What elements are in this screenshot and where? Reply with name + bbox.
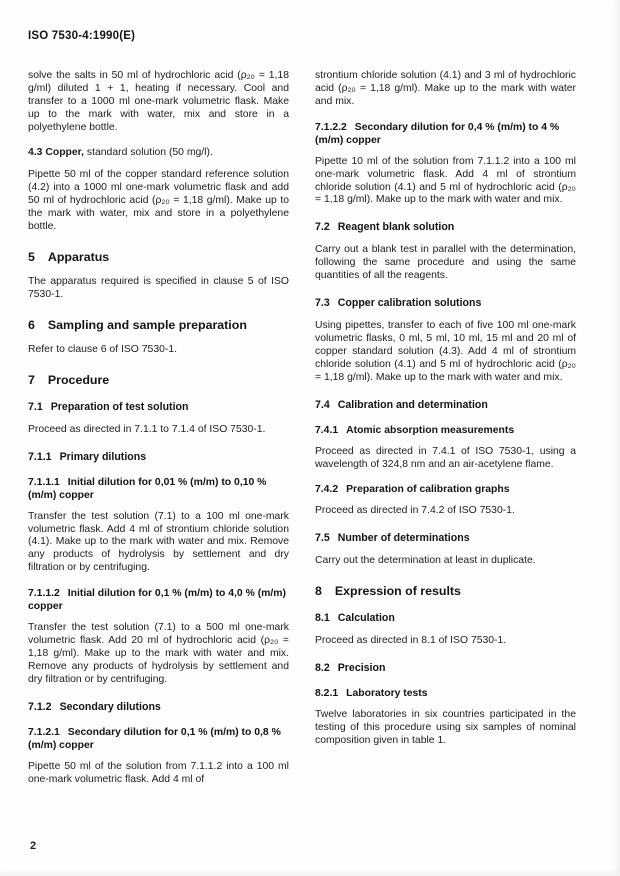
term-word: Copper, <box>45 146 85 158</box>
subsection-heading-7-4-2 <box>315 483 576 496</box>
heading-number: 7.4.1 <box>315 424 339 436</box>
section-heading-6 <box>28 318 289 332</box>
heading-title: Calculation <box>337 612 395 625</box>
heading-title: Calibration and determination <box>337 398 488 411</box>
heading-number: 7.1.1.1 <box>28 476 60 488</box>
heading-title: Secondary dilution for 0,4 % (m/m) to 4 % (m/m) copper <box>315 121 560 146</box>
heading-number: 5 <box>28 249 35 264</box>
subsection-heading-7-1-2-2 <box>315 121 576 147</box>
page-number: 2 <box>30 840 37 852</box>
section-heading-7 <box>28 373 289 387</box>
heading-number: 8 <box>315 584 322 599</box>
subsection-heading-7-5 <box>315 532 576 545</box>
paragraph: Pipette 10 ml of the solution from 7.1.1.2 into a 100 ml one-mark volumetric flask. Add 4 ml of strontium chloride solution (4.1) and 5 ml of hydrochloric acid (ρ₂₀ = 1,18 g/ml). Make up to the mark with water and mix. <box>315 155 576 206</box>
paragraph-continuation: solve the salts in 50 ml of hydrochloric acid (ρ₂₀ = 1,18 g/ml) diluted 1 + 1, heating if necessary. Cool and transfer to a 1000 ml one-mark volumetric flask. Make up to the mark with water, mix and store in a polyethylene bottle. <box>28 70 289 133</box>
paragraph: Carry out the determination at least in duplicate. <box>315 555 536 567</box>
subsection-heading-8-2-1 <box>315 687 576 700</box>
heading-title: Precision <box>337 662 386 675</box>
heading-title: Number of determinations <box>337 532 470 545</box>
heading-number: 8.2.1 <box>315 688 339 700</box>
paragraph: Pipette 50 ml of the solution from 7.1.1.2 into a 100 ml one-mark volumetric flask. Add 4 ml of <box>28 760 289 785</box>
right-column <box>315 70 576 758</box>
heading-number: 7.1.1.2 <box>28 588 60 600</box>
left-column <box>28 70 289 796</box>
heading-title: Initial dilution for 0,1 % (m/m) to 4,0 % (m/m) copper <box>28 588 286 613</box>
subsection-heading-7-1 <box>28 401 289 414</box>
subsection-heading-7-4-1 <box>315 424 576 437</box>
heading-number: 8.1 <box>315 612 330 625</box>
heading-title: Sampling and sample preparation <box>47 317 247 332</box>
section-heading-5 <box>28 250 289 264</box>
subsection-heading-7-1-2-1 <box>28 726 289 752</box>
heading-title: Apparatus <box>47 249 110 264</box>
heading-number: 6 <box>28 317 35 332</box>
paragraph: Proceed as directed in 7.1.1 to 7.1.4 of ISO 7530-1. <box>28 423 266 435</box>
term-rest: standard solution (50 mg/l). <box>84 146 213 158</box>
heading-title: Laboratory tests <box>346 688 428 700</box>
subsection-heading-7-1-1-1 <box>28 476 289 502</box>
subsection-heading-7-1-1-2 <box>28 587 289 613</box>
heading-title: Copper calibration solutions <box>337 297 482 310</box>
heading-number: 7.3 <box>315 297 330 310</box>
heading-title: Secondary dilution for 0,1 % (m/m) to 0,8 % (m/m) copper <box>28 726 281 751</box>
paragraph: Pipette 50 ml of the copper standard reference solution (4.2) into a 1000 ml one-mark volumetric flask and add 50 ml of hydrochloric acid (ρ₂₀ = 1,18 g/ml). Make up to the mark with water, mix and store in a polyethylene bottle. <box>28 169 289 233</box>
heading-title: Primary dilutions <box>59 450 147 463</box>
heading-number: 7.1.2 <box>28 700 52 713</box>
heading-title: Atomic absorption measurements <box>346 424 515 436</box>
paragraph: Proceed as directed in 7.4.2 of ISO 7530-1. <box>315 505 515 517</box>
paragraph: Carry out a blank test in parallel with the determination, following the same procedure and using the same quantities of all the reagents. <box>315 244 576 282</box>
heading-number: 7.1 <box>28 400 43 413</box>
heading-number: 7.1.2.1 <box>28 726 60 738</box>
paragraph: Proceed as directed in 7.4.1 of ISO 7530-1, using a wavelength of 324,8 nm and an air-acetylene flame. <box>315 445 576 470</box>
heading-number: 7.4.2 <box>315 484 339 496</box>
subsection-heading-7-3 <box>315 297 576 310</box>
paragraph: Proceed as directed in 8.1 of ISO 7530-1. <box>315 635 507 647</box>
heading-title: Preparation of test solution <box>50 400 189 413</box>
heading-title: Secondary dilutions <box>59 700 161 713</box>
two-column-body <box>28 70 576 796</box>
subsection-heading-8-2 <box>315 662 576 675</box>
subsection-heading-7-2 <box>315 221 576 234</box>
paragraph: Transfer the test solution (7.1) to a 100 ml one-mark volumetric flask. Add 4 ml of strontium chloride solution (4.1). Make up to the mark with water and mix. Remove any products of hydrolysis by settlement and dry filtration or by centrifuging. <box>28 510 289 574</box>
section-heading-8 <box>315 584 576 598</box>
subsection-heading-7-1-2 <box>28 701 289 714</box>
heading-number: 7.2 <box>315 221 330 234</box>
heading-title: Preparation of calibration graphs <box>346 484 510 496</box>
paragraph: Refer to clause 6 of ISO 7530-1. <box>28 343 178 355</box>
heading-number: 7.4 <box>315 398 330 411</box>
paragraph: Using pipettes, transfer to each of five 100 ml one-mark volumetric flasks, 0 ml, 5 ml, 10 ml, 15 ml and 20 ml of copper standard solution (4.3). Add 4 ml of strontium chloride solution (4.1) and 5 ml of hydrochloric acid (ρ₂₀ = 1,18 g/ml). Make up to the mark with water and mix. <box>315 320 576 383</box>
heading-number: 7.1.2.2 <box>315 121 347 133</box>
subsection-heading-7-4 <box>315 399 576 412</box>
heading-number: 7.5 <box>315 532 330 545</box>
heading-number: 8.2 <box>315 662 330 675</box>
paragraph: Twelve laboratories in six countries participated in the testing of this procedure using six samples of nominal composition given in table 1. <box>315 709 576 746</box>
heading-title: Procedure <box>47 372 110 387</box>
term-number: 4.3 <box>28 146 43 158</box>
subsection-heading-7-1-1 <box>28 451 289 464</box>
heading-title: Initial dilution for 0,01 % (m/m) to 0,10 % (m/m) copper <box>28 476 267 501</box>
subsection-heading-8-1 <box>315 612 576 625</box>
heading-number: 7 <box>28 372 35 387</box>
heading-number: 7.1.1 <box>28 450 52 463</box>
paragraph: The apparatus required is specified in clause 5 of ISO 7530-1. <box>28 275 289 300</box>
document-id-header: ISO 7530-4:1990(E) <box>28 30 136 42</box>
heading-title: Expression of results <box>334 584 461 599</box>
heading-title: Reagent blank solution <box>337 221 455 234</box>
paragraph-continuation: strontium chloride solution (4.1) and 3 ml of hydrochloric acid (ρ₂₀ = 1,18 g/ml). Make up to the mark with water and mix. <box>315 70 576 107</box>
paragraph: Transfer the test solution (7.1) to a 500 ml one-mark volumetric flask. Add 20 ml of hydrochloric acid (ρ₂₀ = 1,18 g/ml). Make up to the mark with water and mix. Remove any products of hydrolysis by settlement and dry filtration or by centrifuging. <box>28 622 289 685</box>
definition-term-4-3 <box>28 147 289 160</box>
